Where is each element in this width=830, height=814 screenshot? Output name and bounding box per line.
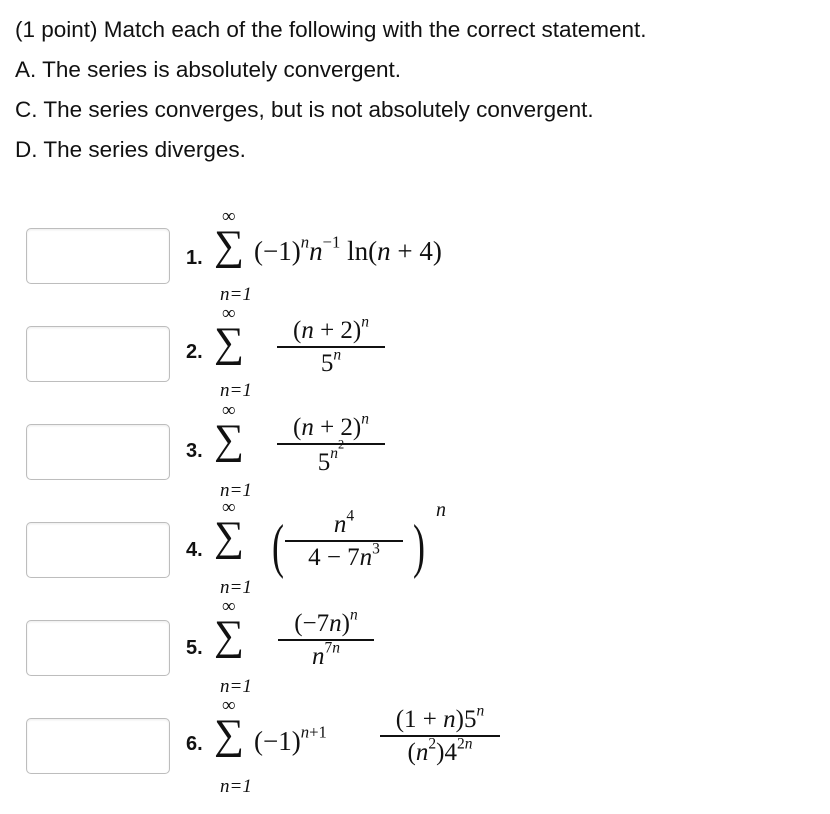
- answer-input-3[interactable]: [26, 424, 170, 480]
- sum-lower-4: n=1: [220, 577, 252, 598]
- denominator-4: $4 - 7n^3$: [308, 539, 380, 571]
- sum-upper-4: ∞: [222, 497, 236, 518]
- sigma-symbol-1: ∑: [214, 223, 244, 269]
- sigma-symbol-2: ∑: [214, 320, 244, 366]
- item-number-1: 1.: [186, 247, 203, 269]
- instruction-header: (1 point) Match each of the following with the correct statement.: [15, 17, 647, 42]
- item-number-3: 3.: [186, 440, 203, 462]
- right-paren-4: ): [412, 513, 425, 579]
- sigma-symbol-3: ∑: [214, 417, 244, 463]
- answer-input-4[interactable]: [26, 522, 170, 578]
- term-fraction-2: [277, 313, 385, 380]
- item-number-4: 4.: [186, 539, 203, 561]
- denominator-2: 5$^n$: [320, 345, 342, 377]
- numerator-6: $(1 + n)5^n$: [395, 702, 485, 733]
- sigma-symbol-6: ∑: [214, 712, 244, 758]
- sum-upper-3: ∞: [222, 400, 236, 421]
- answer-input-5[interactable]: [26, 620, 170, 676]
- denominator-3: $5^{n^2}$: [317, 437, 345, 476]
- sum-upper-6: ∞: [222, 695, 236, 716]
- option-d: D. The series diverges.: [15, 137, 246, 162]
- option-c: C. The series converges, but is not absolutely convergent.: [15, 97, 594, 122]
- numerator-2: $(n + 2)^n$: [292, 313, 369, 344]
- power-n-4: n: [436, 499, 446, 521]
- item-number-5: 5.: [186, 637, 203, 659]
- numerator-4: $n^4$: [333, 507, 355, 538]
- sum-lower-1: n=1: [220, 284, 252, 305]
- instructions: [15, 10, 647, 170]
- sign-factor-6: $(-1)^{n+1}$: [254, 722, 327, 756]
- sum-lower-3: n=1: [220, 480, 252, 501]
- denominator-5: $n^{7n}$: [312, 638, 340, 670]
- numerator-3: $(n + 2)^n$: [292, 410, 369, 441]
- term-fraction-6: [380, 702, 500, 769]
- answer-input-1[interactable]: [26, 228, 170, 284]
- term-expression-1: $(-1)^nn^{-1}$ ln(n + 4): [254, 232, 442, 266]
- term-fraction-5: [278, 606, 374, 673]
- numerator-5: $(-7n)^n$: [294, 606, 358, 637]
- item-number-6: 6.: [186, 733, 203, 755]
- answer-input-2[interactable]: [26, 326, 170, 382]
- sigma-symbol-4: ∑: [214, 514, 244, 560]
- left-paren-4: (: [271, 513, 284, 579]
- sum-lower-5: n=1: [220, 676, 252, 697]
- sigma-symbol-5: ∑: [214, 613, 244, 659]
- denominator-6: $(n^2)4^{2n}$: [407, 734, 473, 766]
- sum-lower-6: n=1: [220, 776, 252, 797]
- answer-input-6[interactable]: [26, 718, 170, 774]
- option-a: A. The series is absolutely convergent.: [15, 57, 402, 82]
- term-fraction-3: [277, 410, 385, 479]
- item-number-2: 2.: [186, 341, 203, 363]
- sum-lower-2: n=1: [220, 380, 252, 401]
- sum-upper-5: ∞: [222, 596, 236, 617]
- sum-upper-1: ∞: [222, 206, 236, 227]
- sum-upper-2: ∞: [222, 303, 236, 324]
- term-fraction-4: [285, 507, 403, 574]
